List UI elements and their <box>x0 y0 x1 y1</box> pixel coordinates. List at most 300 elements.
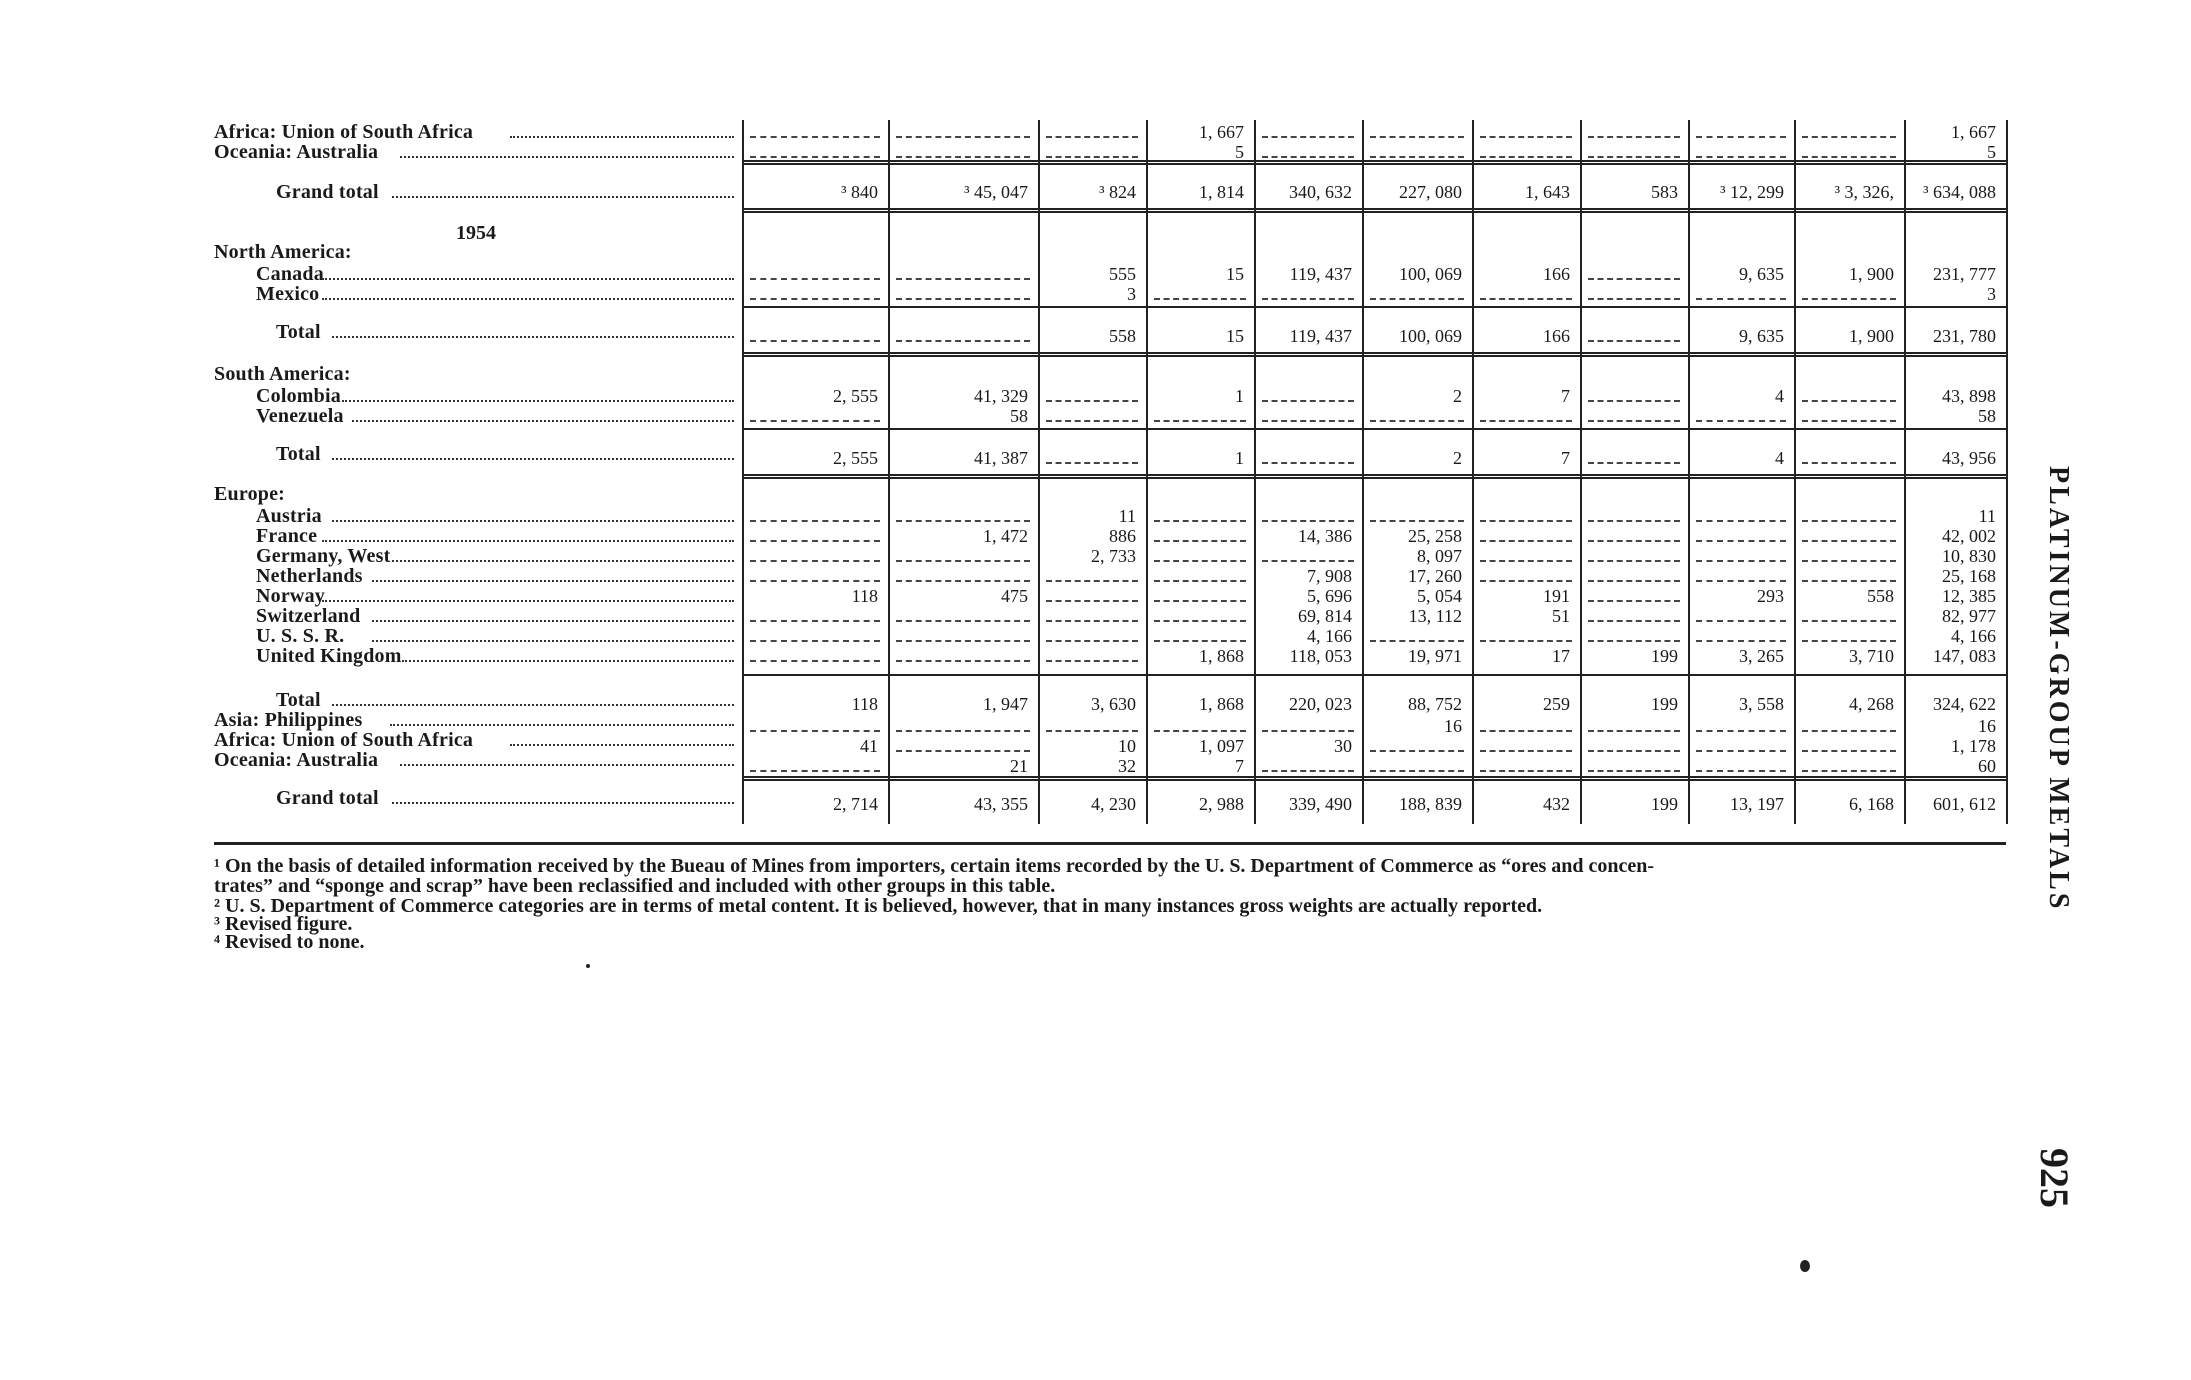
empty-cell-dash <box>896 730 1030 732</box>
section-heading: Europe: <box>214 483 286 505</box>
dot-leader <box>402 660 734 662</box>
table-cell: 166 <box>1543 264 1570 284</box>
empty-cell-dash <box>1588 770 1680 772</box>
empty-cell-dash <box>1588 136 1680 138</box>
table-cell: 14, 386 <box>1298 526 1352 546</box>
table-cell: 16 <box>1978 716 1996 736</box>
dot-leader <box>352 420 734 422</box>
table-cell: 3 <box>1127 284 1136 304</box>
row-label: United Kingdom <box>256 645 402 667</box>
table-cell: 166 <box>1543 326 1570 346</box>
empty-cell-dash <box>896 340 1030 342</box>
table-cell: 4 <box>1775 386 1784 406</box>
empty-cell-dash <box>1588 156 1680 158</box>
empty-cell-dash <box>1588 730 1680 732</box>
table-cell: 51 <box>1552 606 1570 626</box>
empty-cell-dash <box>896 156 1030 158</box>
empty-cell-dash <box>1262 560 1354 562</box>
dot-leader <box>332 520 734 522</box>
empty-cell-dash <box>1262 156 1354 158</box>
table-cell: ³ 45, 047 <box>964 182 1028 202</box>
running-head-text: PLATINUM-GROUP METALS <box>2043 466 2074 912</box>
table-cell: 5 <box>1987 142 1996 162</box>
table-cell: 324, 622 <box>1933 694 1996 714</box>
empty-cell-dash <box>1588 298 1680 300</box>
table-cell: 11 <box>1118 506 1136 526</box>
dot-leader <box>390 724 734 726</box>
empty-cell-dash <box>1802 580 1896 582</box>
table-cell: 7 <box>1235 756 1244 776</box>
row-label: Venezuela <box>256 405 344 427</box>
empty-cell-dash <box>1588 420 1680 422</box>
table-cell: 3, 265 <box>1739 646 1784 666</box>
dot-leader <box>372 620 734 622</box>
empty-cell-dash <box>1588 640 1680 642</box>
table-cell: 475 <box>1001 586 1028 606</box>
table-cell: 2, 988 <box>1199 794 1244 814</box>
row-label: France <box>256 525 318 547</box>
row-label: Netherlands <box>256 565 363 587</box>
table-cell: 4, 166 <box>1951 626 1996 646</box>
row-label: Asia: Philippines <box>214 709 363 731</box>
double-rule <box>742 160 2006 165</box>
empty-cell-dash <box>1046 660 1138 662</box>
empty-cell-dash <box>1480 156 1572 158</box>
table-cell: 2, 733 <box>1091 546 1136 566</box>
table-cell: 1, 868 <box>1199 646 1244 666</box>
table-cell: 13, 112 <box>1408 606 1462 626</box>
empty-cell-dash <box>1262 520 1354 522</box>
dot-leader <box>322 540 734 542</box>
table-cell: 4, 230 <box>1091 794 1136 814</box>
table-cell: 5, 696 <box>1307 586 1352 606</box>
empty-cell-dash <box>1262 400 1354 402</box>
empty-cell-dash <box>1370 770 1464 772</box>
table-cell: ³ 634, 088 <box>1923 182 1996 202</box>
column-rule <box>742 120 744 824</box>
empty-cell-dash <box>1588 580 1680 582</box>
dot-leader <box>322 600 734 602</box>
year-heading: 1954 <box>456 222 496 244</box>
empty-cell-dash <box>1802 462 1896 464</box>
table-cell: 11 <box>1978 506 1996 526</box>
empty-cell-dash <box>1262 136 1354 138</box>
table-cell: 69, 814 <box>1298 606 1352 626</box>
empty-cell-dash <box>896 640 1030 642</box>
empty-cell-dash <box>896 298 1030 300</box>
table-cell: 339, 490 <box>1289 794 1352 814</box>
dot-leader <box>510 136 734 138</box>
empty-cell-dash <box>1046 420 1138 422</box>
table-cell: 7 <box>1561 448 1570 468</box>
empty-cell-dash <box>750 136 880 138</box>
empty-cell-dash <box>1154 540 1246 542</box>
table-cell: 231, 780 <box>1933 326 1996 346</box>
table-cell: 3, 558 <box>1739 694 1784 714</box>
empty-cell-dash <box>1696 750 1786 752</box>
table-cell: 25, 258 <box>1408 526 1462 546</box>
row-label: Switzerland <box>256 605 361 627</box>
empty-cell-dash <box>1046 580 1138 582</box>
row-label: Oceania: Australia <box>214 749 379 771</box>
empty-cell-dash <box>1154 730 1246 732</box>
empty-cell-dash <box>750 730 880 732</box>
dot-leader <box>332 458 734 460</box>
table-cell: 293 <box>1757 586 1784 606</box>
table-cell: 1, 900 <box>1849 264 1894 284</box>
table-cell: 1, 667 <box>1951 122 1996 142</box>
row-label: Total <box>276 443 321 465</box>
empty-cell-dash <box>750 770 880 772</box>
table-cell: 886 <box>1109 526 1136 546</box>
empty-cell-dash <box>1696 298 1786 300</box>
dot-leader <box>322 278 734 280</box>
empty-cell-dash <box>1262 420 1354 422</box>
table-cell: 17, 260 <box>1408 566 1462 586</box>
empty-cell-dash <box>1802 136 1896 138</box>
dot-leader <box>510 744 734 746</box>
table-cell: ³ 840 <box>841 182 878 202</box>
table-cell: 25, 168 <box>1942 566 1996 586</box>
table-cell: 7, 908 <box>1307 566 1352 586</box>
ink-speck <box>586 964 590 968</box>
double-rule <box>742 776 2006 781</box>
empty-cell-dash <box>1480 560 1572 562</box>
table-cell: 82, 977 <box>1942 606 1996 626</box>
empty-cell-dash <box>750 520 880 522</box>
footnote-2: ² U. S. Department of Commerce categories are in terms of metal content. It is believed, however, that in many instances gross weights are actually reported. <box>214 895 1543 917</box>
section-heading: South America: <box>214 363 351 385</box>
table-cell: ³ 12, 299 <box>1720 182 1784 202</box>
empty-cell-dash <box>1480 730 1572 732</box>
empty-cell-dash <box>750 420 880 422</box>
empty-cell-dash <box>750 560 880 562</box>
table-cell: 41, 387 <box>974 448 1028 468</box>
empty-cell-dash <box>1588 540 1680 542</box>
table-cell: 3, 630 <box>1091 694 1136 714</box>
empty-cell-dash <box>1154 600 1246 602</box>
empty-cell-dash <box>1154 580 1246 582</box>
row-label: Austria <box>256 505 322 527</box>
empty-cell-dash <box>1696 156 1786 158</box>
empty-cell-dash <box>1696 560 1786 562</box>
table-cell: 58 <box>1978 406 1996 426</box>
empty-cell-dash <box>1480 640 1572 642</box>
column-rule <box>1472 120 1474 824</box>
empty-cell-dash <box>1154 520 1246 522</box>
table-cell: 1, 178 <box>1951 736 1996 756</box>
empty-cell-dash <box>1046 730 1138 732</box>
dot-leader <box>322 298 734 300</box>
table-cell: 58 <box>1010 406 1028 426</box>
row-label: Colombia <box>256 385 341 407</box>
table-cell: 2 <box>1453 386 1462 406</box>
table-cell: 147, 083 <box>1933 646 1996 666</box>
table-cell: 60 <box>1978 756 1996 776</box>
empty-cell-dash <box>1696 620 1786 622</box>
table-cell: 3, 710 <box>1849 646 1894 666</box>
table-cell: 1, 097 <box>1199 736 1244 756</box>
empty-cell-dash <box>1588 600 1680 602</box>
empty-cell-dash <box>1480 520 1572 522</box>
table-cell: 32 <box>1118 756 1136 776</box>
empty-cell-dash <box>1802 640 1896 642</box>
table-cell: 16 <box>1444 716 1462 736</box>
table-cell: 4, 268 <box>1849 694 1894 714</box>
column-rule <box>1362 120 1364 824</box>
empty-cell-dash <box>1046 136 1138 138</box>
empty-cell-dash <box>1588 400 1680 402</box>
table-cell: 340, 632 <box>1289 182 1352 202</box>
dot-leader <box>400 156 734 158</box>
empty-cell-dash <box>1262 770 1354 772</box>
empty-cell-dash <box>750 540 880 542</box>
column-rule <box>1688 120 1690 824</box>
table-cell: 220, 023 <box>1289 694 1352 714</box>
dot-leader <box>332 704 734 706</box>
table-cell: 100, 069 <box>1399 264 1462 284</box>
table-cell: ³ 824 <box>1099 182 1136 202</box>
row-label: Grand total <box>276 181 379 203</box>
empty-cell-dash <box>750 640 880 642</box>
dot-leader <box>332 336 734 338</box>
dot-leader <box>372 640 734 642</box>
table-cell: 100, 069 <box>1399 326 1462 346</box>
empty-cell-dash <box>1370 420 1464 422</box>
footnote-1: ¹ On the basis of detailed information received by the Bueau of Mines from importers, certain items recorded by the U. S. Department of Commerce as “ores and concen- <box>214 855 1655 877</box>
column-rule <box>1904 120 1906 824</box>
table-cell: 41, 329 <box>974 386 1028 406</box>
table-cell: 30 <box>1334 736 1352 756</box>
empty-cell-dash <box>1588 278 1680 280</box>
table-cell: 558 <box>1109 326 1136 346</box>
table-cell: 9, 635 <box>1739 264 1784 284</box>
section-heading: North America: <box>214 241 352 263</box>
empty-cell-dash <box>1588 462 1680 464</box>
column-rule <box>1146 120 1148 824</box>
empty-cell-dash <box>1802 298 1896 300</box>
table-cell: 432 <box>1543 794 1570 814</box>
empty-cell-dash <box>1696 580 1786 582</box>
empty-cell-dash <box>1696 640 1786 642</box>
column-rule <box>2006 120 2008 824</box>
empty-cell-dash <box>1480 580 1572 582</box>
dot-leader <box>392 560 734 562</box>
empty-cell-dash <box>896 136 1030 138</box>
empty-cell-dash <box>1588 560 1680 562</box>
table-cell: 199 <box>1651 794 1678 814</box>
empty-cell-dash <box>1588 620 1680 622</box>
table-cell: 5, 054 <box>1417 586 1462 606</box>
empty-cell-dash <box>1370 640 1464 642</box>
table-cell: 2, 555 <box>833 386 878 406</box>
empty-cell-dash <box>1480 770 1572 772</box>
table-cell: 583 <box>1651 182 1678 202</box>
empty-cell-dash <box>1480 420 1572 422</box>
table-cell: 43, 898 <box>1942 386 1996 406</box>
footnote-4: ⁴ Revised to none. <box>214 931 365 953</box>
row-label: Canada <box>256 263 324 285</box>
empty-cell-dash <box>1154 640 1246 642</box>
double-rule <box>742 352 2006 357</box>
column-rule <box>1254 120 1256 824</box>
empty-cell-dash <box>750 298 880 300</box>
empty-cell-dash <box>1370 136 1464 138</box>
row-label: Norway <box>256 585 325 607</box>
dot-leader <box>392 802 734 804</box>
table-cell: 227, 080 <box>1399 182 1462 202</box>
empty-cell-dash <box>1696 136 1786 138</box>
empty-cell-dash <box>1696 540 1786 542</box>
column-rule <box>1794 120 1796 824</box>
row-label: Germany, West <box>256 545 391 567</box>
empty-cell-dash <box>1262 462 1354 464</box>
page-number <box>2032 1148 2080 1228</box>
empty-cell-dash <box>1588 750 1680 752</box>
table-cell: 231, 777 <box>1933 264 1996 284</box>
table-cell: 10 <box>1118 736 1136 756</box>
empty-cell-dash <box>1154 560 1246 562</box>
table-cell: 118 <box>851 586 878 606</box>
empty-cell-dash <box>1802 540 1896 542</box>
table-cell: 10, 830 <box>1942 546 1996 566</box>
empty-cell-dash <box>1046 600 1138 602</box>
table-cell: 3 <box>1987 284 1996 304</box>
table-cell: 2, 555 <box>833 448 878 468</box>
table-cell: 8, 097 <box>1417 546 1462 566</box>
empty-cell-dash <box>896 278 1030 280</box>
table-cell: 118 <box>851 694 878 714</box>
empty-cell-dash <box>1046 620 1138 622</box>
empty-cell-dash <box>750 620 880 622</box>
table-cell: 555 <box>1109 264 1136 284</box>
empty-cell-dash <box>1802 520 1896 522</box>
empty-cell-dash <box>1802 620 1896 622</box>
dot-leader <box>392 196 734 198</box>
empty-cell-dash <box>1696 730 1786 732</box>
table-cell: 43, 956 <box>1942 448 1996 468</box>
row-label: Mexico <box>256 283 320 305</box>
empty-cell-dash <box>1802 750 1896 752</box>
table-cell: ³ 3, 326, <box>1834 182 1894 202</box>
row-label: U. S. S. R. <box>256 625 345 647</box>
table-cell: 15 <box>1226 264 1244 284</box>
empty-cell-dash <box>896 580 1030 582</box>
empty-cell-dash <box>1588 340 1680 342</box>
table-cell: 19, 971 <box>1408 646 1462 666</box>
table-cell: 1 <box>1235 386 1244 406</box>
empty-cell-dash <box>1046 156 1138 158</box>
table-cell: 118, 053 <box>1289 646 1352 666</box>
table-cell: 558 <box>1867 586 1894 606</box>
table-cell: 1, 667 <box>1199 122 1244 142</box>
table-cell: 4 <box>1775 448 1784 468</box>
table-cell: 43, 355 <box>974 794 1028 814</box>
table-cell: 6, 168 <box>1849 794 1894 814</box>
table-cell: 188, 839 <box>1399 794 1462 814</box>
empty-cell-dash <box>1802 770 1896 772</box>
dot-leader <box>372 580 734 582</box>
empty-cell-dash <box>750 340 880 342</box>
column-rule <box>888 120 890 824</box>
empty-cell-dash <box>1046 640 1138 642</box>
empty-cell-dash <box>1696 520 1786 522</box>
empty-cell-dash <box>1802 400 1896 402</box>
single-rule <box>742 428 2006 430</box>
table-cell: 12, 385 <box>1942 586 1996 606</box>
empty-cell-dash <box>1588 520 1680 522</box>
row-label: Total <box>276 689 321 711</box>
table-cell: 199 <box>1651 694 1678 714</box>
double-rule <box>742 208 2006 213</box>
single-rule <box>742 674 2006 676</box>
table-cell: 191 <box>1543 586 1570 606</box>
ink-speck <box>1800 1260 1810 1272</box>
empty-cell-dash <box>1480 136 1572 138</box>
empty-cell-dash <box>1480 298 1572 300</box>
table-cell: 41 <box>860 736 878 756</box>
running-head <box>2030 466 2090 912</box>
empty-cell-dash <box>750 278 880 280</box>
dot-leader <box>400 764 734 766</box>
table-cell: 88, 752 <box>1408 694 1462 714</box>
row-label: Oceania: Australia <box>214 141 379 163</box>
empty-cell-dash <box>1480 540 1572 542</box>
empty-cell-dash <box>1480 750 1572 752</box>
empty-cell-dash <box>1262 730 1354 732</box>
empty-cell-dash <box>1046 400 1138 402</box>
empty-cell-dash <box>896 620 1030 622</box>
empty-cell-dash <box>750 156 880 158</box>
empty-cell-dash <box>1046 462 1138 464</box>
table-cell: 2, 714 <box>833 794 878 814</box>
table-cell: 2 <box>1453 448 1462 468</box>
empty-cell-dash <box>1154 620 1246 622</box>
table-cell: 17 <box>1552 646 1570 666</box>
table-cell: 42, 002 <box>1942 526 1996 546</box>
table-cell: 1, 814 <box>1199 182 1244 202</box>
footnote-rule <box>214 842 2006 845</box>
empty-cell-dash <box>896 560 1030 562</box>
empty-cell-dash <box>750 660 880 662</box>
row-label: Africa: Union of South Africa <box>214 729 474 751</box>
empty-cell-dash <box>1262 298 1354 300</box>
footnote-1-cont: trates” and “sponge and scrap” have been reclassified and included with other groups in this table. <box>214 875 1056 897</box>
table-cell: 13, 197 <box>1730 794 1784 814</box>
row-label: Total <box>276 321 321 343</box>
row-label: Africa: Union of South Africa <box>214 121 474 143</box>
column-rule <box>1038 120 1040 824</box>
empty-cell-dash <box>896 520 1030 522</box>
table-cell: 7 <box>1561 386 1570 406</box>
empty-cell-dash <box>750 580 880 582</box>
table-cell: 1, 900 <box>1849 326 1894 346</box>
empty-cell-dash <box>896 750 1030 752</box>
empty-cell-dash <box>1370 298 1464 300</box>
empty-cell-dash <box>1802 560 1896 562</box>
empty-cell-dash <box>1370 750 1464 752</box>
dot-leader <box>342 400 734 402</box>
empty-cell-dash <box>1154 298 1246 300</box>
empty-cell-dash <box>1696 420 1786 422</box>
table-cell: 1 <box>1235 448 1244 468</box>
row-label: Grand total <box>276 787 379 809</box>
column-rule <box>1580 120 1582 824</box>
empty-cell-dash <box>1154 420 1246 422</box>
table-cell: 119, 437 <box>1289 326 1352 346</box>
empty-cell-dash <box>1370 520 1464 522</box>
table-cell: 1, 643 <box>1525 182 1570 202</box>
